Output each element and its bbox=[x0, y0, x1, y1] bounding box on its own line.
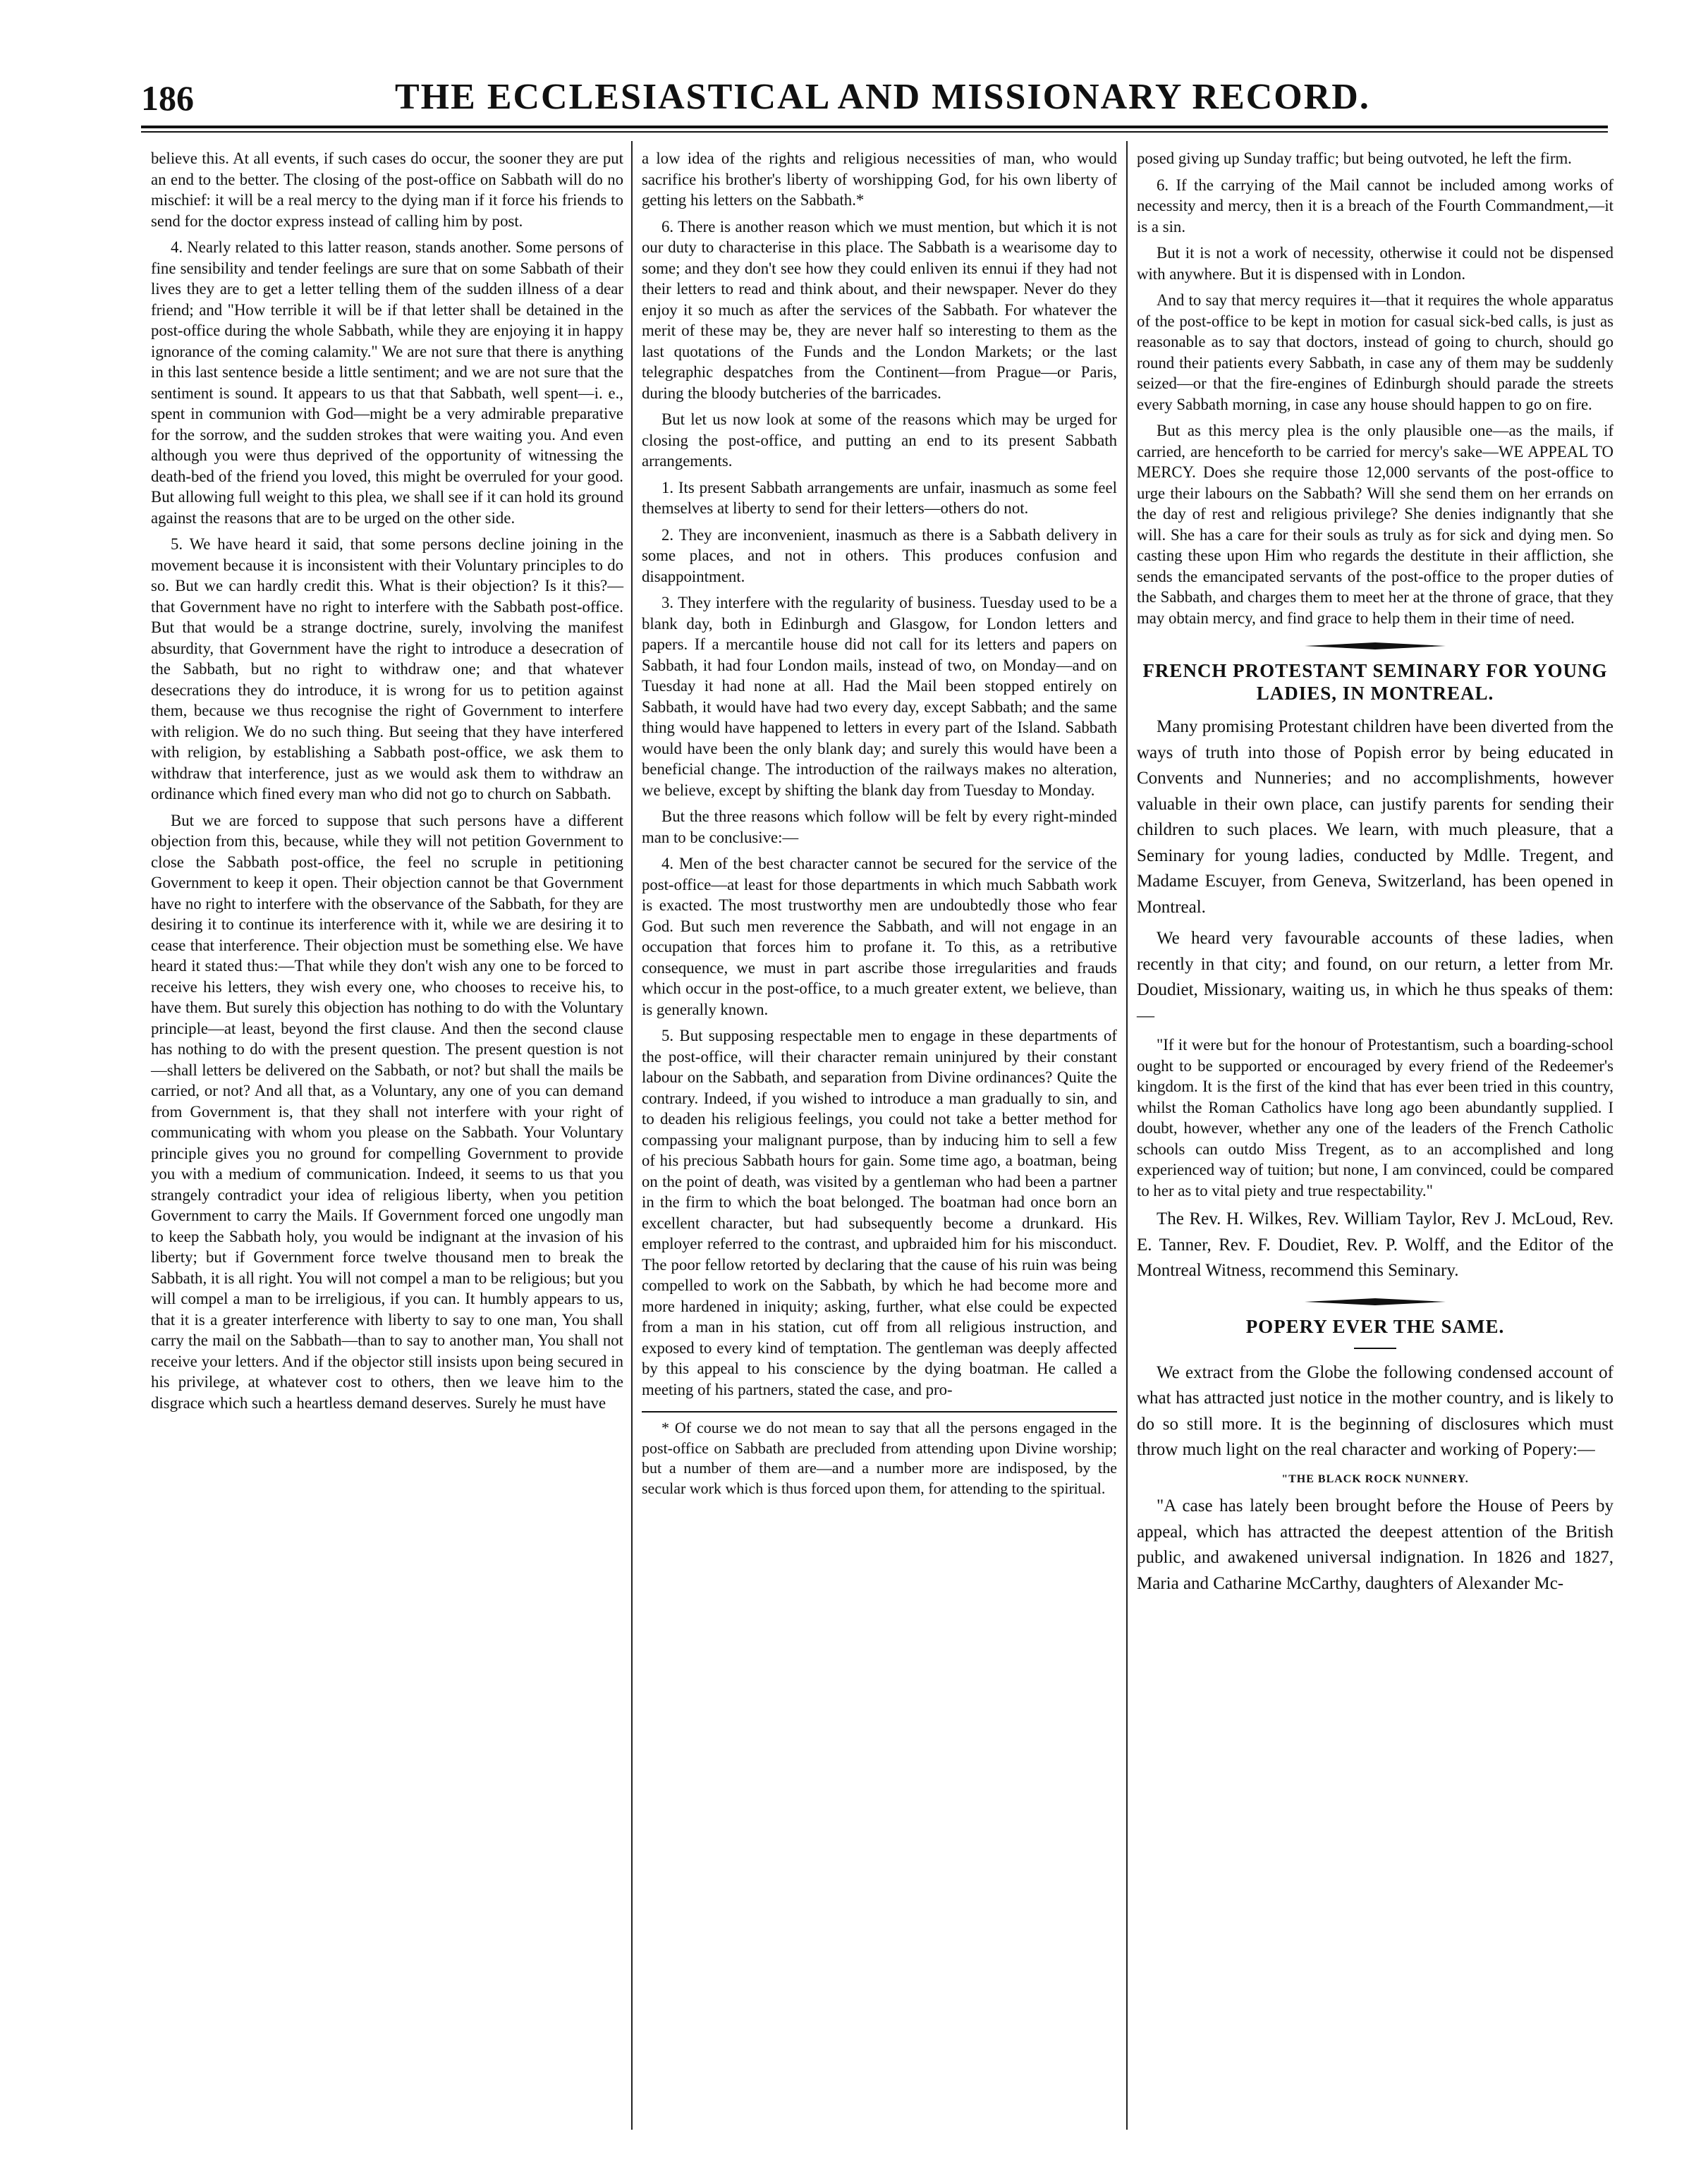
paragraph: But the three reasons which follow will be felt by every right-minded man to be conclusive:— bbox=[642, 807, 1117, 846]
paragraph: 3. They interfere with the regularity of business. Tuesday used to be a blank day, both in Edinburgh and Glasgow, for London letters and papers. If a mercantile house did not call for its letters and papers on Sabbath, it had four London mails, instead of two, on Monday—and on Tuesday it had none at all. Had the Mail been stopped entirely on Sabbath, it would have had two every day, except Sabbath; and the same thing would have happened to letters in every part of the Island. Sabbath would have been the only blank day; and surely this would have been a beneficial change. The introduction of the railways makes no alteration, we believe, except by shifting the blank day from Tuesday to Monday. bbox=[642, 594, 1117, 799]
paragraph: We heard very favourable accounts of these ladies, when recently in that city; and found, on our return, a letter from Mr. Doudiet, Missionary, waiting us, in which he thus speaks of them:— bbox=[1137, 929, 1614, 1025]
section-heading-popery: POPERY EVER THE SAME. bbox=[1245, 1315, 1505, 1337]
header-rule-thin bbox=[141, 131, 1608, 133]
column-3 bbox=[1137, 148, 1614, 1602]
ornamental-rule bbox=[1137, 1297, 1614, 1307]
paragraph: But let us now look at some of the reasons which may be urged for closing the post-office, and putting an end to its present Sabbath arrangements. bbox=[642, 410, 1117, 470]
column-1 bbox=[151, 148, 623, 1419]
paragraph: We extract from the Globe the following condensed account of what has attracted just notice in the mother country, and is likely to do so still more. It is the beginning of disclosures which must throw much light on the real character and working of Popery:— bbox=[1137, 1362, 1614, 1459]
page-number: 186 bbox=[141, 78, 194, 118]
paragraph: posed giving up Sunday traffic; but being outvoted, he left the firm. bbox=[1137, 150, 1572, 167]
paragraph: 5. But supposing respectable men to engage in these departments of the post-office, will their character remain uninjured by their constant labour on the Sabbath, and separation from Divine ordinances? Quite the contrary. Indeed, if you wished to introduce a man gradually to sin, and to deaden his religious feelings, you could not take a better method for compassing your malignant purpose, than by inducing him to sell a few of his precious Sabbath hours for gain. Some time ago, a boatman, being on the point of death, was visited by a gentleman who had been a partner in the firm to which the boat belonged. The boatman had once born an excellent character, but had subsequently become a drunkard. His employer referred to the contrast, and upbraided him for his misconduct. The poor fellow retorted by declaring that the cause of his ruin was being compelled to work on the Sabbath, by which he had become more and more hardened in iniquity; asking, further, what else could be expected from a man in his station, cut off from all religious instruction, and exposed to every kind of temptation. The gentleman was deeply affected by this appeal to his conscience by the dying boatman. He called a meeting of his partners, stated the case, and pro- bbox=[642, 1027, 1117, 1398]
column-divider bbox=[631, 141, 633, 2130]
footnote-rule bbox=[642, 1411, 1117, 1413]
heading-underline bbox=[1354, 1348, 1396, 1349]
page-header bbox=[141, 76, 1608, 123]
paragraph: 4. Men of the best character cannot be secured for the service of the post-office—at least for those departments in which much Sabbath work is exacted. The most trustworthy men are undoubtedly those who fear God. But such men reverence the Sabbath, and will not engage in an occupation that forces him to profane it. To this, as a retributive consequence, we must in part ascribe those irregularities and frauds which occur in the post-office, to a much greater extent, we believe, than is generally known. bbox=[642, 855, 1117, 1018]
column-divider bbox=[1126, 141, 1128, 2130]
paragraph: 6. There is another reason which we must mention, but which it is not our duty to characterise in this place. The Sabbath is a wearisome day to some; and they don't see how they could enliven its ennui if they had not their letters to read and think about, and their newspaper. Never do they enjoy it so much as after the services of the Sabbath. For whatever the merit of these may be, they are never half so interesting to them as the last quotations of the Funds and the London Markets; or the last telegraphic despatches from the Continent—from Prague—or Paris, during the bloody butcheries of the barricades. bbox=[642, 217, 1117, 402]
paragraph: 5. We have heard it said, that some persons decline joining in the movement because it is inconsistent with their Voluntary principles to do so. But we can hardly credit this. What is their objection? Is it this?—that Government have no right to interfere with the Sabbath post-office. But that would be a strange doctrine, surely, involving the manifest absurdity, that Government have the right to introduce a desecration of the Sabbath, but no right to withdraw one; and that whatever desecrations they do introduce, it is wrong for us to petition against them, because we thus recognise the right of Government to interfere with religion. We do no such thing. But seeing that they have interfered with religion, by establishing a Sabbath post-office, we ask them to withdraw that interference, just as we would ask them to withdraw an ordinance which fined every man who did not go to church on Sabbath. bbox=[151, 535, 623, 803]
section-heading-seminary: FRENCH PROTESTANT SEMINARY FOR YOUNG LADIES, IN MONTREAL. bbox=[1142, 660, 1608, 704]
paragraph: 6. If the carrying of the Mail cannot be included among works of necessity and mercy, then it is a breach of the Fourth Commandment,—it is a sin. bbox=[1137, 176, 1614, 236]
journal-title: THE ECCLESIASTICAL AND MISSIONARY RECORD. bbox=[395, 77, 1370, 117]
paragraph: believe this. At all events, if such cases do occur, the sooner they are put an end to the better. The closing of the post-office on Sabbath will do no mischief: it will be a real mercy to the dying man if it force his friends to send for the doctor express instead of calling him by post. bbox=[151, 150, 623, 230]
quote-paragraph: "If it were but for the honour of Protestantism, such a boarding-school ought to be supported or encouraged by every friend of the Redeemer's kingdom. It is the first of the kind that has ever been tried in this country, whilst the Roman Catholics have long ago been abundantly supplied. I doubt, however, whether any one of the leaders of the French Catholic schools can outdo Miss Tregent, as to an accomplished and long experienced way of tuition; but none, I am convinced, could be compared to her as to vital piety and true respectability." bbox=[1137, 1036, 1614, 1200]
paragraph: But as this mercy plea is the only plausible one—as the mails, if carried, are henceforth to be carried for mercy's sake—WE APPEAL TO MERCY. Does she require those 12,000 servants of the post-office to urge their labours on the Sabbath? Will she send them on her errands on the day of rest and religious privilege? She denies indignantly that she will. She has a care for their souls as truly as for sick and dying men. So casting these upon Him who regards the destitute in their affliction, she sends the emancipated servants of the post-office to the proper duties of the Sabbath, and charges them to meet her at the throne of grace, that they may obtain mercy, and find grace to help them in their time of need. bbox=[1137, 422, 1614, 627]
paragraph: But we are forced to suppose that such persons have a different objection from this, because, while they will not petition Government to close the Sabbath post-office, the feel no scruple in petitioning Government to keep it open. Their objection cannot be that Government have no right to interfere with the observance of the Sabbath, for they are desiring it to continue its interference with it, while we are desiring it to cease that interference. Their objection must be something else. We have heard it stated thus:—That while they don't wish any one to be forced to receive his letters, they wish every one, who chooses to receive his, to have them. But surely this objection has nothing to do with the Voluntary principle—at least, beyond the first clause. And then the second clause has nothing to do with the present question. The present question is not—shall letters be delivered on the Sabbath, or not? but shall the mails be carried, or not? And all that, as a Voluntary, any one of you can demand from Government is, that they shall not interfere with your right of communicating with whom you please on the Sabbath. Your Voluntary principle gives you no ground for compelling Government to provide you with a medium of communication. Indeed, it seems to us that you strangely contradict your idea of religious liberty, when you petition Government to carry the Mails. If Government forced one ungodly man to keep the Sabbath holy, you would be indignant at the invasion of his liberty; but if Government force twelve thousand men to break the Sabbath, it is all right. You will not compel a man to be religious; but you will compel a man to be irreligious, if you can. It humbly appears to us, that it is a greater interference with liberty to say to one man, You shall carry the mail on the Sabbath—than to say to another man, You shall not receive your letters. And if the objector still insists upon being secured in his privilege, at whatever cost to others, then we leave him to the disgrace which such a heartless demand deserves. Surely he must have bbox=[151, 811, 623, 1412]
paragraph: And to say that mercy requires it—that it requires the whole apparatus of the post-office to be kept in motion for casual sick-bed calls, is just as reasonable as to say that doctors, instead of going to church, should go round their patients every Sabbath, in case any of them may be suddenly seized—or that the fire-engines of Edinburgh should parade the streets every Sabbath morning, in case any house should happen to go on fire. bbox=[1137, 291, 1614, 413]
footnote-text: * Of course we do not mean to say that all the persons engaged in the post-office on Sabbath are precluded from attending upon Divine worship; but a number of them are—and a number more are indisposed, by the secular work which is thus forced upon them, for attending to the spiritual. bbox=[642, 1419, 1117, 1497]
header-rule bbox=[141, 126, 1608, 128]
paragraph: Many promising Protestant children have been diverted from the ways of truth into those of Popish error by being educated in Convents and Nunneries; and no accomplishments, however valuable in their own place, can justify parents for sending their children to such places. We learn, with much pleasure, that a Seminary for young ladies, conducted by Mdlle. Tregent, and Madame Escuyer, from Geneva, Switzerland, has been opened in Montreal. bbox=[1137, 717, 1614, 917]
paragraph: 2. They are inconvenient, inasmuch as there is a Sabbath delivery in some places, and not in others. This produces confusion and disappointment. bbox=[642, 525, 1117, 585]
paragraph: a low idea of the rights and religious necessities of man, who would sacrifice his brother's liberty of worshipping God, for his own liberty of getting his letters on the Sabbath.* bbox=[642, 150, 1117, 209]
paragraph: 4. Nearly related to this latter reason, stands another. Some persons of fine sensibility and tender feelings are sure that on some Sabbath of their lives they are to get a letter telling them of the sudden illness of a dear friend; and "How terrible it will be if that letter shall be detained in the post-office during the whole Sabbath, while they are enjoying it in happy ignorance of the coming calamity." We are not sure that there is anything in this last sentence beside a little sentiment; and we are not sure that the sentiment is sound. It appears to us that that Sabbath, well spent—i. e., spent in communion with God—might be a very admirable preparative for the sorrow, and the sudden strokes that were waiting you. And even although you were thus deprived of the opportunity of witnessing the death-bed of the friend you loved, this might be overruled for your good. But allowing full weight to this plea, we shall see if it can hold its ground against the reasons that are to be urged on the other side. bbox=[151, 238, 623, 527]
sub-heading: "THE BLACK ROCK NUNNERY. bbox=[1281, 1472, 1469, 1485]
paragraph: 1. Its present Sabbath arrangements are unfair, inasmuch as some feel themselves at liberty to send for their letters—others do not. bbox=[642, 478, 1117, 517]
paragraph: The Rev. H. Wilkes, Rev. William Taylor, Rev J. McLoud, Rev. E. Tanner, Rev. F. Doudiet, Rev. P. Wolff, and the Editor of the Montreal Witness, recommend this Seminary. bbox=[1137, 1209, 1614, 1280]
paragraph: "A case has lately been brought before the House of Peers by appeal, which has attracted the deepest attention of the British public, and awakened universal indignation. In 1826 and 1827, Maria and Catharine McCarthy, daughters of Alexander Mc- bbox=[1137, 1496, 1614, 1593]
ornamental-rule bbox=[1137, 641, 1614, 651]
footnote bbox=[642, 1418, 1117, 1499]
paragraph: But it is not a work of necessity, otherwise it could not be dispensed with anywhere. But it is dispensed with in London. bbox=[1137, 244, 1614, 283]
column-2 bbox=[642, 148, 1117, 1504]
